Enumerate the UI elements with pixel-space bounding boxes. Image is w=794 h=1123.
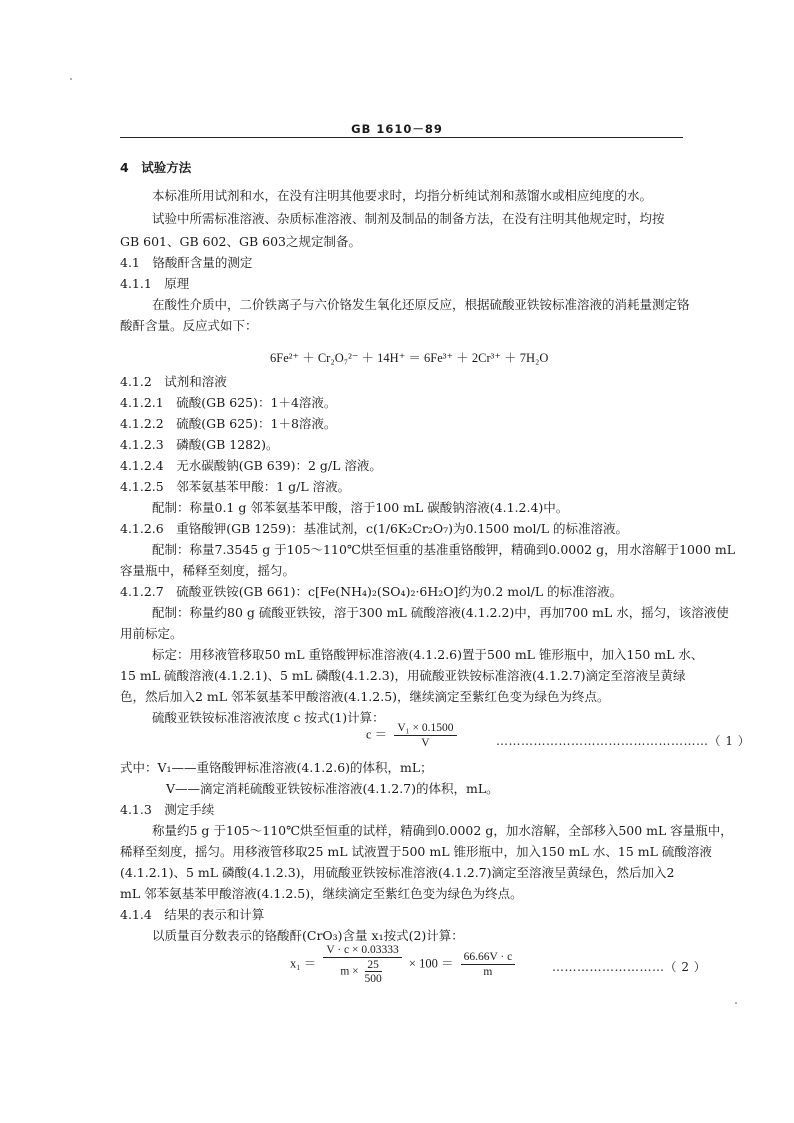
reagent-4-1-2-1: 4.1.2.1 硫酸(GB 625)：1＋4溶液。 [120,395,337,410]
equation-2-fraction-1 [323,944,401,985]
equation-2-fraction-2 [461,951,516,978]
reagent-4-1-2-7-prep-line2: 用前标定。 [120,626,183,641]
where-v: V——滴定消耗硫酸亚铁铵标准溶液(4.1.2.7)的体积，mL。 [166,781,499,796]
equation-1-lhs: c ＝ [366,727,388,742]
scan-speck [70,78,72,80]
equation-1-numerator: V₁ × 0.1500 [394,722,456,736]
equation-2-number: ………………………（ 2 ） [552,960,707,974]
principle-line1: 在酸性介质中，二价铁离子与六价铬发生氧化还原反应，根据硫酸亚铁铵标准溶液的消耗量测定铬 [152,297,690,312]
result-intro: 以质量百分数表示的铬酸酐(CrO₃)含量 x₁按式(2)计算： [152,928,464,943]
reagent-4-1-2-5: 4.1.2.5 邻苯氨基苯甲酸：1 g/L 溶液。 [120,479,351,494]
procedure-line4: mL 邻苯氨基苯甲酸溶液(4.1.2.5)，继续滴定至紫红色变为绿色为终点。 [120,886,523,901]
equation-2-den-prefix: m × [340,965,359,978]
section-4-1-1-title: 4.1.1 原理 [120,276,190,291]
reagent-4-1-2-6-prep-line2: 容量瓶中，稀释至刻度，摇匀。 [120,563,296,578]
reaction-equation: 6Fe²⁺ ＋ Cr₂O₇²⁻ ＋ 14H⁺ ＝ 6Fe³⁺ ＋ 2Cr³⁺ ＋ 7H₂O [270,351,549,365]
reagent-4-1-2-7-prep-line1: 配制：称量约80 g 硫酸亚铁铵，溶于300 mL 硫酸溶液(4.1.2.2)中，再加700 mL 水，摇匀，该溶液使 [152,605,729,620]
reagent-4-1-2-4: 4.1.2.4 无水碳酸钠(GB 639)：2 g/L 溶液。 [120,458,382,473]
equation-1-denominator: V [421,737,430,749]
equation-2-inner-num: 25 [365,959,382,972]
equation-1 [366,722,461,749]
paragraph-reagents: 本标准所用试剂和水，在没有注明其他要求时，均指分析纯试剂和蒸馏水或相应纯度的水。 [152,188,653,203]
equation-1-number: ……………………………………………（ 1 ） [496,734,751,748]
reagent-4-1-2-6-prep-line1: 配制：称量7.3545 g 于105～110℃烘至恒重的基准重铬酸钾，精确到0.0002 g，用水溶解于1000 mL [152,542,736,557]
section-4-1-2-title: 4.1.2 试剂和溶液 [120,374,227,389]
equation-2-lhs: x₁ ＝ [290,956,317,971]
equation-1-fraction [394,722,456,749]
equation-2-inner-fraction [365,959,382,985]
paragraph-prep-line2: GB 601、GB 602、GB 603之规定制备。 [120,234,362,249]
procedure-line1: 称量约5 g 于105～110℃烘至恒重的试样，精确到0.0002 g，加水溶解，全部移入500 mL 容量瓶中， [152,823,733,838]
reagent-4-1-2-3: 4.1.2.3 磷酸(GB 1282)。 [120,437,279,452]
standard-code-header: GB 1610－89 [351,122,443,136]
calibration-line1: 标定：用移液管移取50 mL 重铬酸钾标准溶液(4.1.2.6)置于500 mL 锥形瓶中，加入150 mL 水、 [152,647,704,662]
equation-2-numerator-2: 66.66V · c [461,951,516,965]
procedure-line2: 稀释至刻度，摇匀。用移液管移取25 mL 试液置于500 mL 锥形瓶中，加入150 mL 水、15 mL 硫酸溶液 [120,844,712,859]
calibration-line4: 硫酸亚铁铵标准溶液浓度 c 按式(1)计算： [152,710,385,725]
principle-line2: 酸酐含量。反应式如下： [120,318,258,333]
header-rule [120,137,683,138]
reagent-4-1-2-6: 4.1.2.6 重铬酸钾(GB 1259)：基准试剂，c(1/6K₂Cr₂O₇)为0.1500 mol/L 的标准溶液。 [120,521,629,536]
section-4-1-title: 4.1 铬酸酐含量的测定 [120,255,253,270]
equation-2 [290,944,519,985]
reagent-4-1-2-2: 4.1.2.2 硫酸(GB 625)：1＋8溶液。 [120,416,337,431]
equation-2-numerator: V · c × 0.03333 [323,944,401,958]
section-4-1-3-title: 4.1.3 测定手续 [120,802,215,817]
calibration-line2: 15 mL 硫酸溶液(4.1.2.1)、5 mL 磷酸(4.1.2.3)，用硫酸亚铁铵标准溶液(4.1.2.7)滴定至溶液呈黄绿 [120,668,686,683]
scan-speck [735,1002,737,1004]
equation-2-denominator [323,958,401,985]
calibration-line3: 色，然后加入2 mL 邻苯氨基苯甲酸溶液(4.1.2.5)，继续滴定至紫红色变为绿色为终点。 [120,689,610,704]
section-4-1-4-title: 4.1.4 结果的表示和计算 [120,907,265,922]
reagent-4-1-2-7: 4.1.2.7 硫酸亚铁铵(GB 661)：c[Fe(NH₄)₂(SO₄)₂·6H₂O]约为0.2 mol/L 的标准溶液。 [120,584,623,599]
section-4-title: 4 试验方法 [120,160,192,175]
where-v1: 式中：V₁——重铬酸钾标准溶液(4.1.2.6)的体积，mL； [120,760,433,775]
equation-2-middle: × 100 ＝ [408,956,454,971]
procedure-line3: (4.1.2.1)、5 mL 磷酸(4.1.2.3)，用硫酸亚铁铵标准溶液(4.1.2.7)滴定至溶液呈黄绿色，然后加入2 [120,865,675,880]
equation-2-denominator-2: m [483,966,493,978]
paragraph-prep-line1: 试验中所需标准溶液、杂质标准溶液、制剂及制品的制备方法，在没有注明其他规定时，均按 [152,211,665,226]
equation-2-inner-den: 500 [364,973,382,985]
reagent-4-1-2-5-prep: 配制：称量0.1 g 邻苯氨基苯甲酸，溶于100 mL 碳酸钠溶液(4.1.2.4)中。 [152,500,569,515]
